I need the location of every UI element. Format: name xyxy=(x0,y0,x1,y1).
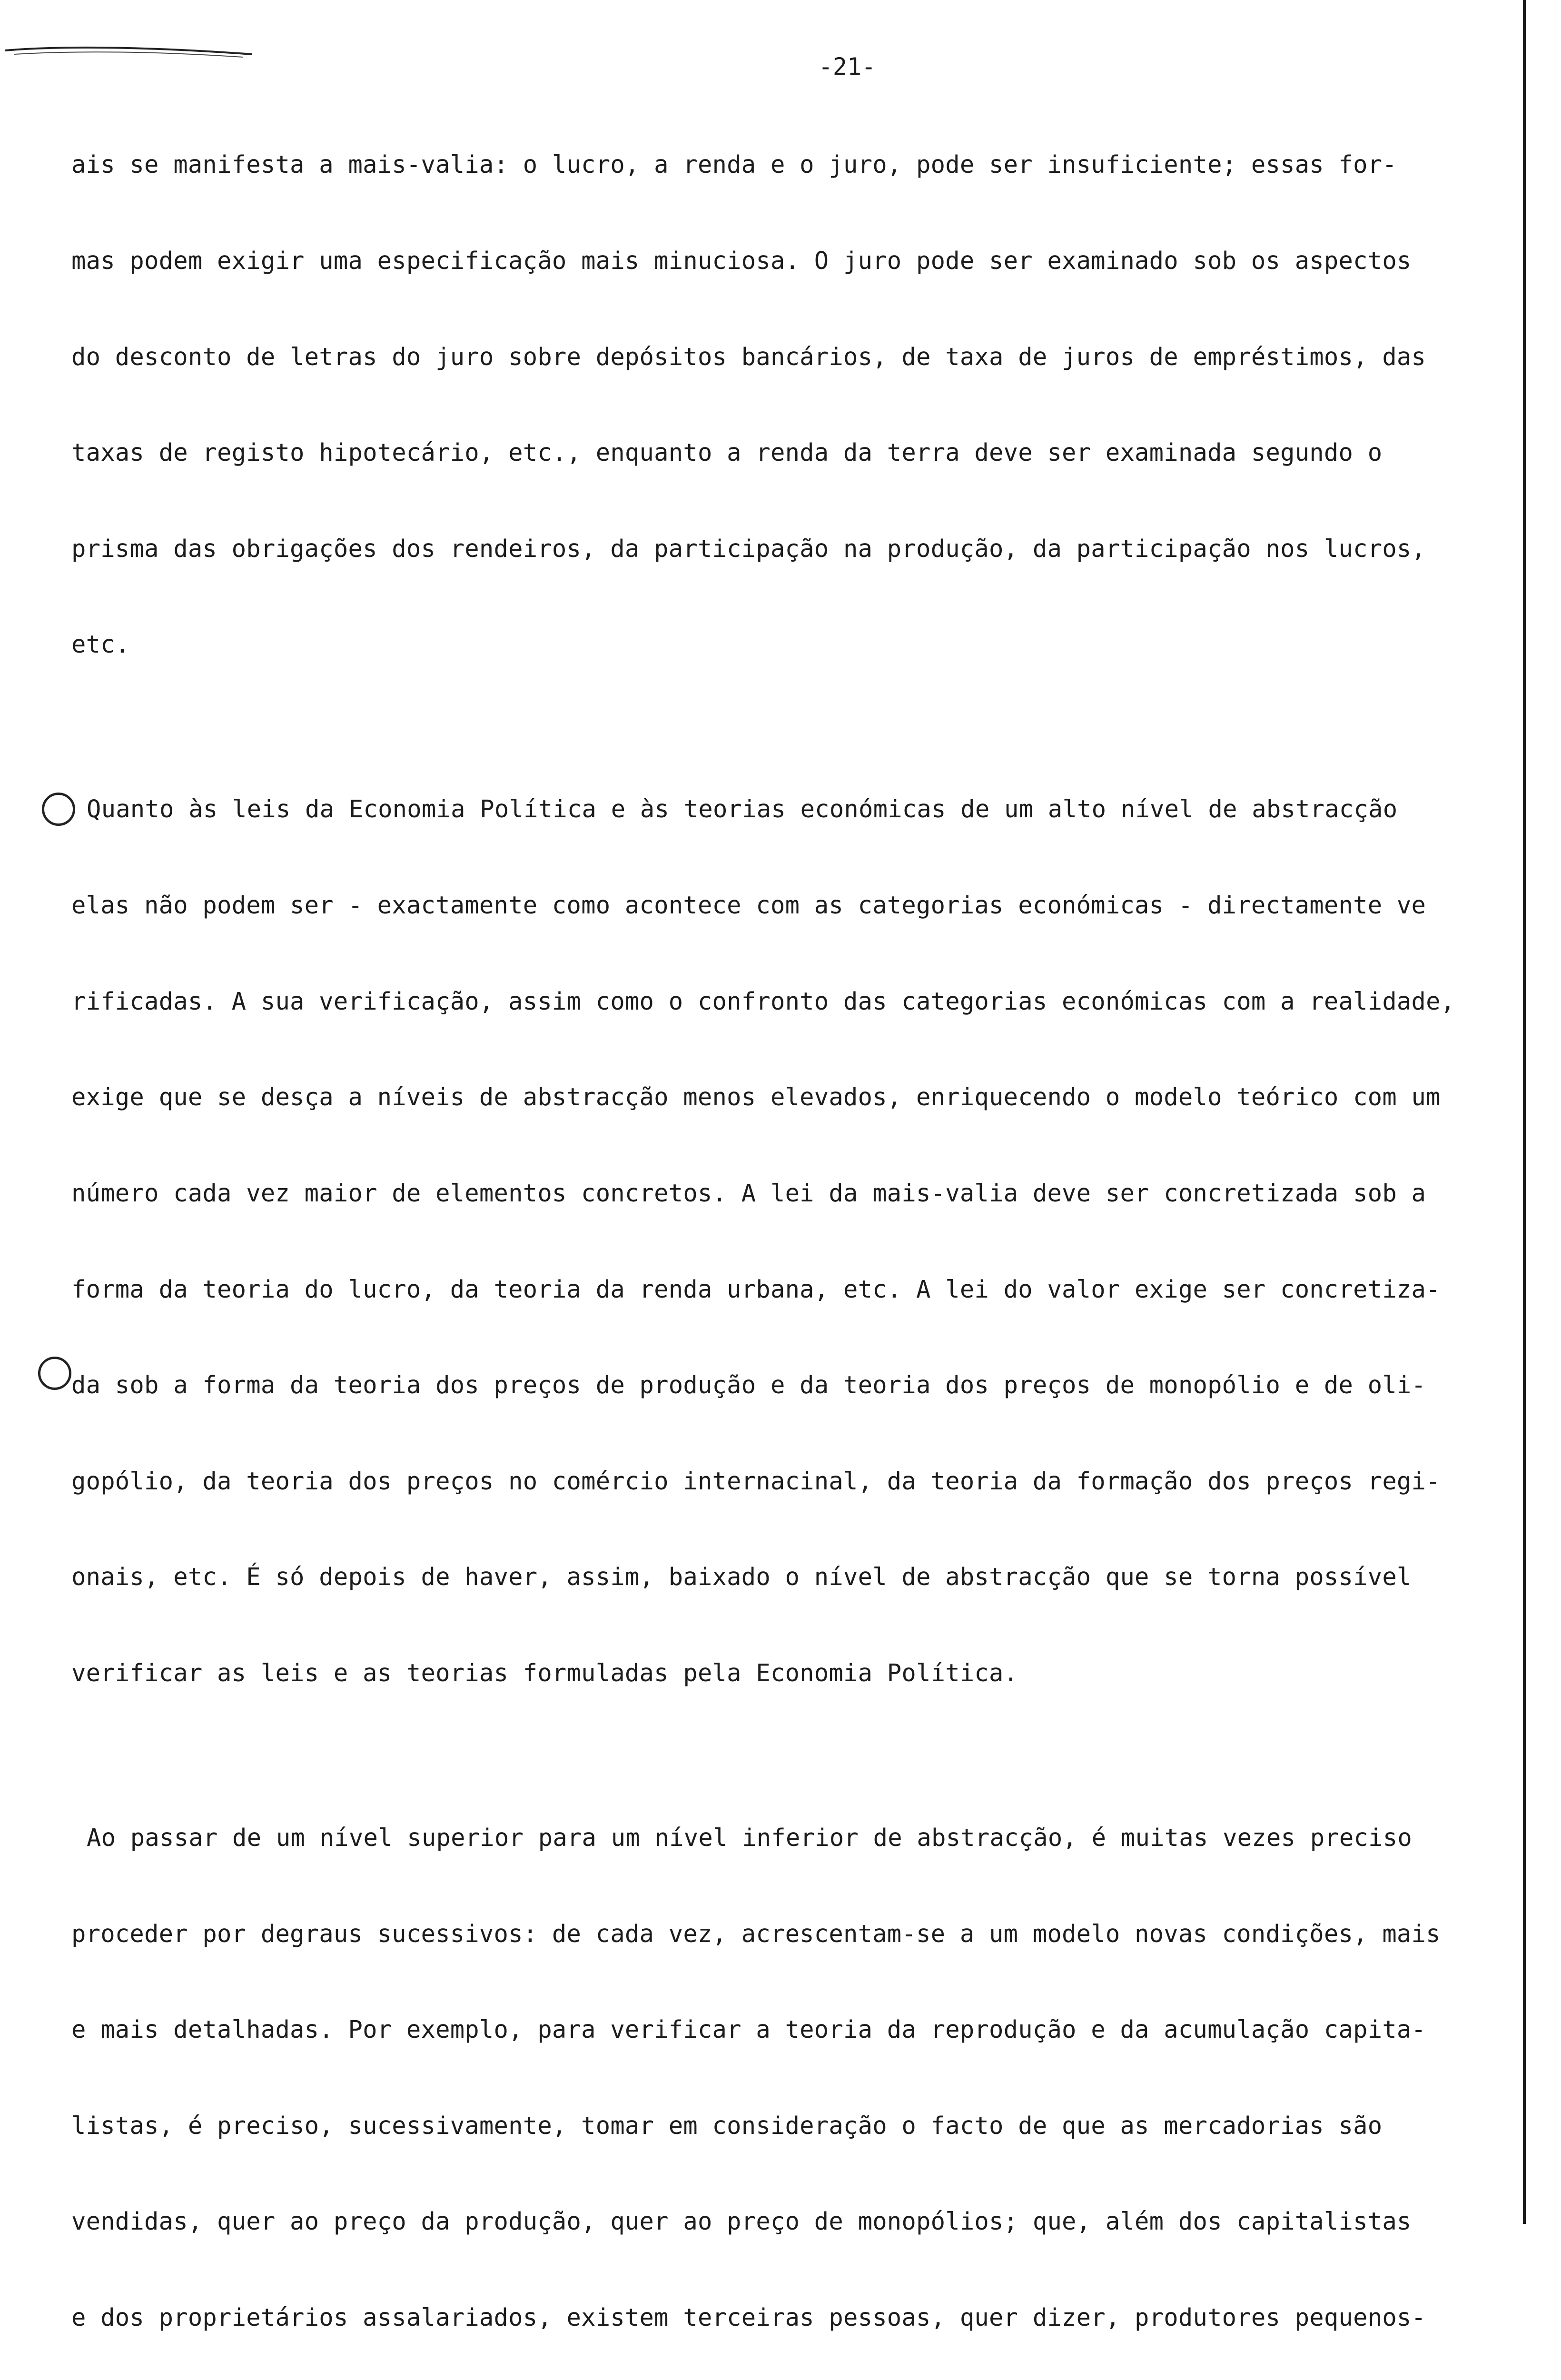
text-line: gopólio, da teoria dos preços no comércio internacinal, da teoria da formação dos preços regi- xyxy=(71,1467,1441,1495)
text-line: do desconto de letras do juro sobre depósitos bancários, de taxa de juros de empréstimos, das xyxy=(71,342,1426,371)
text-line: ais se manifesta a mais-valia: o lucro, a renda e o juro, pode ser insuficiente; essas for- xyxy=(71,150,1397,179)
text-line: verificar as leis e as teorias formuladas pela Economia Política. xyxy=(71,1658,1018,1687)
text-line: proceder por degraus sucessivos: de cada vez, acrescentam-se a um modelo novas condições, mais xyxy=(71,1919,1441,1948)
text-line: da sob a forma da teoria dos preços de produção e da teoria dos preços de monopólio e de oli- xyxy=(71,1371,1426,1399)
text-line: forma da teoria do lucro, da teoria da renda urbana, etc. A lei do valor exige ser concretiza- xyxy=(71,1275,1441,1303)
document-page xyxy=(71,51,1518,2380)
text-line: elas não podem ser - exactamente como acontece com as categorias económicas - directamente ve xyxy=(71,891,1426,920)
page-number: -21- xyxy=(818,53,876,80)
paragraph-3 xyxy=(71,1758,1518,2380)
punch-hole xyxy=(42,793,75,826)
text-line: Quanto às leis da Economia Política e às teorias económicas de um alto nível de abstracção xyxy=(87,795,1398,823)
text-line: onais, etc. É só depois de haver, assim, baixado o nível de abstracção que se torna possível xyxy=(71,1563,1412,1591)
text-line: etc. xyxy=(71,630,130,659)
paragraph-2 xyxy=(71,729,1518,1753)
text-line: mas podem exigir uma especificação mais minuciosa. O juro pode ser examinado sob os aspectos xyxy=(71,247,1412,275)
text-line: exige que se desça a níveis de abstracção menos elevados, enriquecendo o modelo teórico com um xyxy=(71,1083,1441,1111)
text-line: número cada vez maior de elementos concretos. A lei da mais-valia deve ser concretizada sob a xyxy=(71,1179,1426,1207)
text-line: prisma das obrigações dos rendeiros, da participação na produção, da participação nos lucros, xyxy=(71,534,1426,563)
text-line: Ao passar de um nível superior para um nível inferior de abstracção, é muitas vezes preciso xyxy=(87,1823,1412,1852)
text-line: vendidas, quer ao preço da produção, quer ao preço de monopólios; que, além dos capitalistas xyxy=(71,2207,1412,2236)
page-edge-line xyxy=(1523,0,1526,2224)
text-line: e mais detalhadas. Por exemplo, para verificar a teoria da reprodução e da acumulação capita- xyxy=(71,2015,1426,2044)
paragraph-1 xyxy=(71,85,1518,724)
text-line: e dos proprietários assalariados, existem terceiras pessoas, quer dizer, produtores pequenos- xyxy=(71,2303,1426,2332)
text-line: taxas de registo hipotecário, etc., enquanto a renda da terra deve ser examinada segundo o xyxy=(71,438,1383,467)
text-line: listas, é preciso, sucessivamente, tomar em consideração o facto de que as mercadorias são xyxy=(71,2111,1383,2140)
punch-hole xyxy=(38,1357,71,1390)
text-line: rificadas. A sua verificação, assim como o confronto das categorias económicas com a realidade, xyxy=(71,987,1455,1015)
